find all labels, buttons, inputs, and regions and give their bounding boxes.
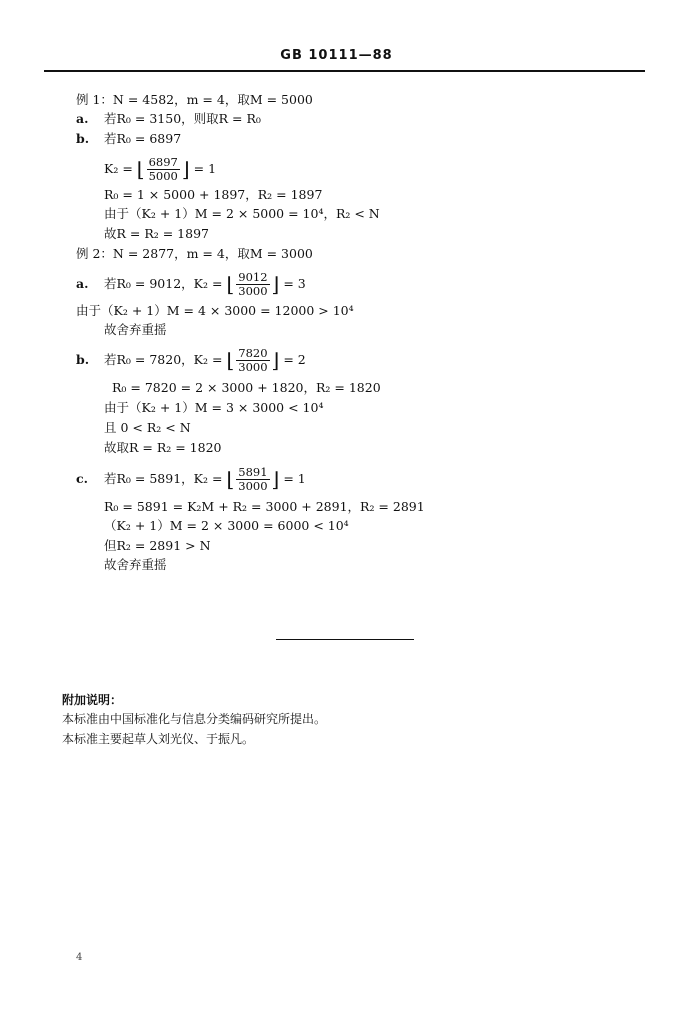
example1-b-line5: 故R = R₂ = 1897 <box>104 226 209 241</box>
example2-item-b <box>76 347 306 374</box>
example2-c-line3: （K₂ + 1）M = 2 × 3000 = 6000 < 10⁴ <box>104 518 349 533</box>
k2-result: = 1 <box>193 161 217 176</box>
section-end-rule <box>276 639 414 640</box>
fraction-denominator: 5000 <box>148 169 178 183</box>
example2-a-line3: 故舍弃重摇 <box>104 322 167 337</box>
item-b-line1: 若R₀ = 6897 <box>104 131 182 146</box>
example2-b-line4: 且 0 < R₂ < N <box>104 420 191 435</box>
floor-close-icon: ⌋ <box>181 157 190 182</box>
fraction <box>236 271 269 298</box>
fraction-denominator: 3000 <box>238 360 268 374</box>
standard-header: GB 10111—88 <box>280 48 393 63</box>
example1-item-b <box>76 131 181 147</box>
page-number: 4 <box>76 952 83 963</box>
notes-line2: 本标准主要起草人刘光仪、于振凡。 <box>62 732 255 746</box>
example2-item-a <box>76 271 306 298</box>
example1-b-line4: 由于（K₂ + 1）M = 2 × 5000 = 10⁴，R₂ < N <box>104 206 380 221</box>
item-a-text: 若R₀ = 3150，则取R = R₀ <box>104 111 261 126</box>
example2-b-line2: R₀ = 7820 = 2 × 3000 + 1820，R₂ = 1820 <box>112 380 381 395</box>
fraction-numerator: 6897 <box>148 155 178 169</box>
fraction-numerator: 5891 <box>238 465 268 479</box>
item-a-marker: a. <box>76 276 89 291</box>
floor-close-icon: ⌋ <box>271 467 280 492</box>
header-rule <box>44 70 645 72</box>
item-b-marker: b. <box>76 131 90 146</box>
fraction <box>147 156 180 183</box>
notes-heading: 附加说明： <box>62 693 123 707</box>
example2-item-c <box>76 466 306 493</box>
notes-line1: 本标准由中国标准化与信息分类编码研究所提出。 <box>62 712 327 726</box>
fraction-numerator: 9012 <box>238 270 268 284</box>
example2-title: 例 2：N = 2877，m = 4，取M = 3000 <box>76 246 313 261</box>
example2-c-line2: R₀ = 5891 = K₂M + R₂ = 3000 + 2891，R₂ = 2891 <box>104 499 425 514</box>
floor-close-icon: ⌋ <box>271 272 280 297</box>
item-c-marker: c. <box>76 471 88 486</box>
fraction-denominator: 3000 <box>238 284 268 298</box>
floor-open-icon: ⌊ <box>226 348 235 373</box>
item-b-result: = 2 <box>283 352 306 367</box>
fraction-denominator: 3000 <box>238 479 268 493</box>
floor-open-icon: ⌊ <box>226 467 235 492</box>
example2-c-line4: 但R₂ = 2891 > N <box>104 538 211 553</box>
fraction-numerator: 7820 <box>238 346 268 360</box>
floor-open-icon: ⌊ <box>226 272 235 297</box>
item-c-result: = 1 <box>283 471 306 486</box>
example1-k2-formula <box>104 156 216 183</box>
example1-title: 例 1：N = 4582，m = 4，取M = 5000 <box>76 92 313 107</box>
fraction <box>236 347 269 374</box>
k2-label: K₂ = <box>104 161 133 176</box>
example2-a-line2: 由于（K₂ + 1）M = 4 × 3000 = 12000 > 10⁴ <box>76 303 354 318</box>
item-b-marker: b. <box>76 352 90 367</box>
example2-b-line5: 故取R = R₂ = 1820 <box>104 440 222 455</box>
item-a-marker: a. <box>76 111 89 126</box>
floor-open-icon: ⌊ <box>136 157 145 182</box>
example2-c-line5: 故舍弃重摇 <box>104 557 167 572</box>
fraction <box>236 466 269 493</box>
floor-close-icon: ⌋ <box>271 348 280 373</box>
example1-item-a <box>76 111 261 127</box>
item-c-prefix: 若R₀ = 5891，K₂ = <box>104 471 223 486</box>
example1-b-line3: R₀ = 1 × 5000 + 1897，R₂ = 1897 <box>104 187 323 202</box>
example2-b-line3: 由于（K₂ + 1）M = 3 × 3000 < 10⁴ <box>104 400 324 415</box>
item-b-prefix: 若R₀ = 7820，K₂ = <box>104 352 223 367</box>
item-a-result: = 3 <box>283 276 306 291</box>
item-a-prefix: 若R₀ = 9012，K₂ = <box>104 276 223 291</box>
